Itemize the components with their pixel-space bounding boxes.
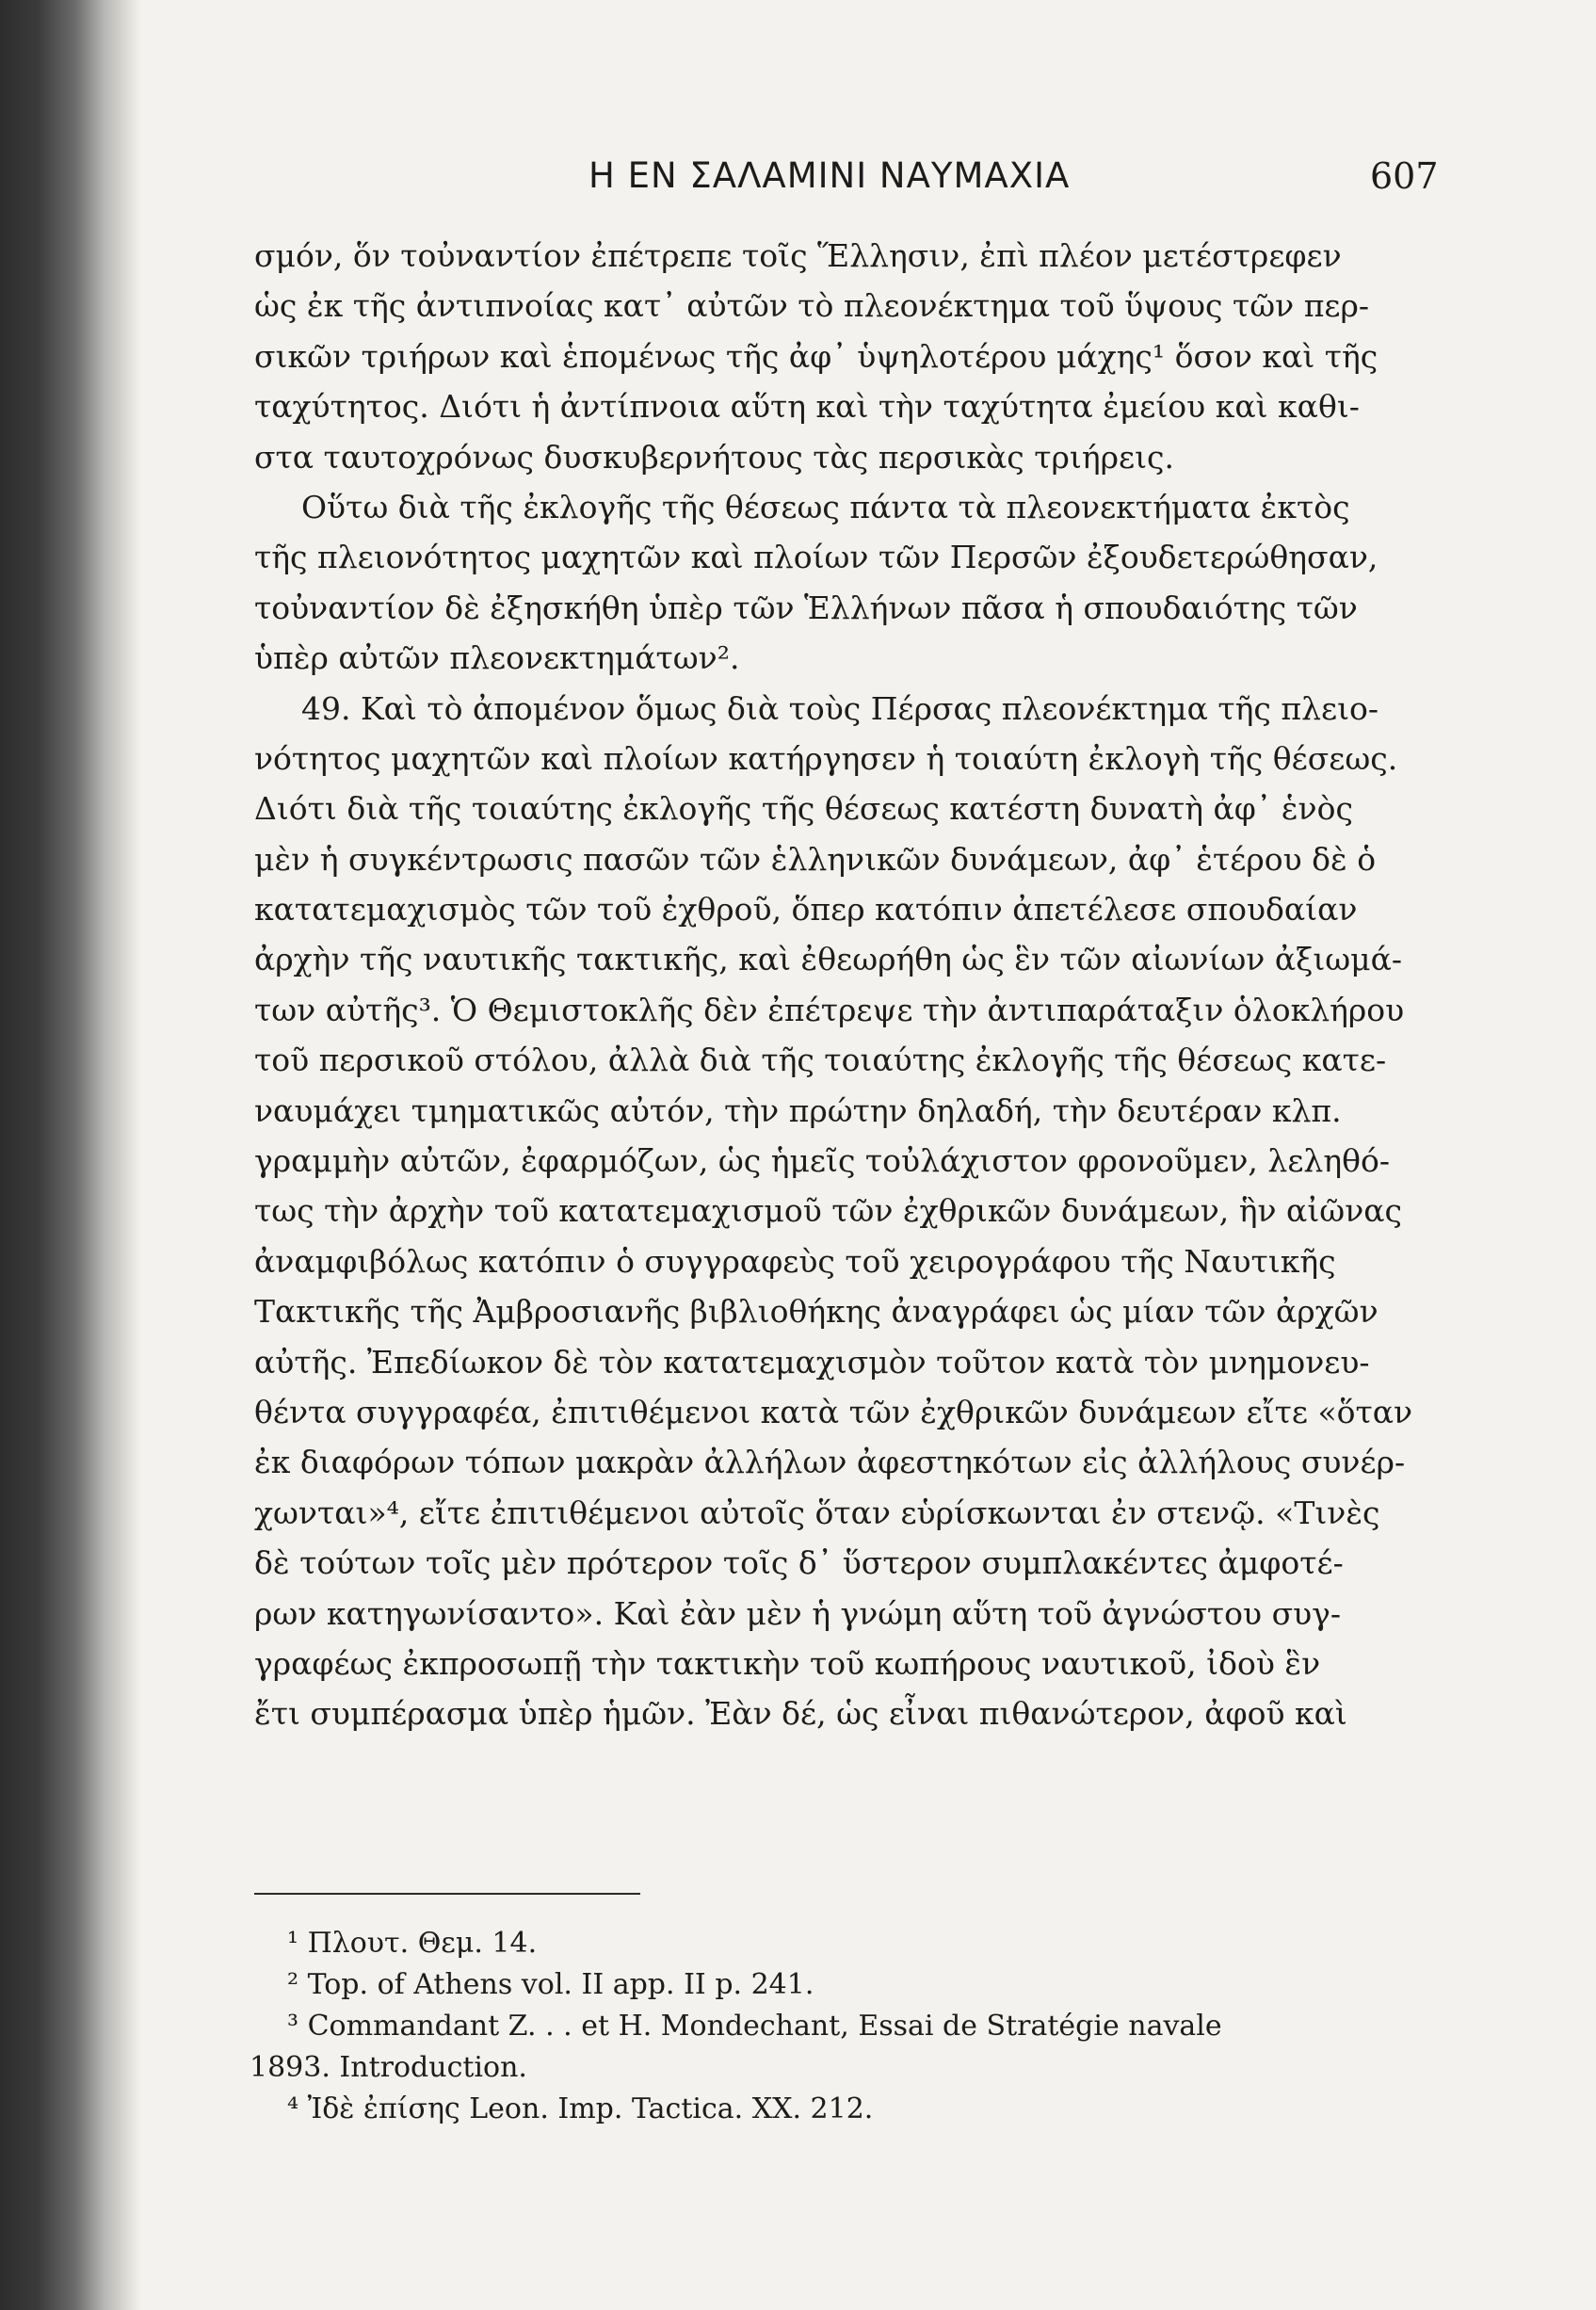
book-page (132, 0, 1596, 2310)
footnote: ⁴ Ἰδὲ ἐπίσης Leon. Imp. Tactica. XX. 212. (287, 2092, 874, 2125)
text-line: γραμμὴν αὐτῶν, ἐφαρμόζων, ὡς ἡμεῖς τοὐλάχιστον φρονοῦμεν, λεληθό- (254, 1142, 1390, 1180)
text-line: ταχύτητος. Διότι ἡ ἀντίπνοια αὕτη καὶ τὴν ταχύτητα ἐμείου καὶ καθι- (254, 388, 1360, 426)
text-line: 49. Καὶ τὸ ἀπομένον ὅμως διὰ τοὺς Πέρσας πλεονέκτημα τῆς πλειο- (301, 689, 1379, 727)
running-head (132, 155, 1450, 202)
text-line: σμόν, ὅν τοὐναντίον ἐπέτρεπε τοῖς Ἕλλησιν, ἐπὶ πλέον μετέστρεφεν (254, 237, 1342, 274)
text-line: ἐκ διαφόρων τόπων μακρὰν ἀλλήλων ἀφεστηκότων εἰς ἀλλήλους συνέρ- (254, 1444, 1406, 1481)
main-text (254, 231, 1572, 1739)
text-line: των αὐτῆς³. Ὁ Θεμιστοκλῆς δὲν ἐπέτρεψε τὴν ἀντιπαράταξιν ὁλοκλήρου (254, 991, 1405, 1028)
text-line: τῆς πλειονότητος μαχητῶν καὶ πλοίων τῶν Περσῶν ἐξουδετερώθησαν, (254, 539, 1378, 576)
text-line: χωνται»⁴, εἴτε ἐπιτιθέμενοι αὐτοῖς ὅταν εὑρίσκωνται ἐν στενῷ. «Τινὲς (254, 1494, 1380, 1531)
text-line: ὡς ἐκ τῆς ἀντιπνοίας κατ᾽ αὐτῶν τὸ πλεονέκτημα τοῦ ὕψους τῶν περ- (254, 287, 1370, 325)
text-line: νότητος μαχητῶν καὶ πλοίων κατήργησεν ἡ τοιαύτη ἐκλογὴ τῆς θέσεως. (254, 739, 1398, 777)
footnote: ² Top. of Athens vol. II app. II p. 241. (287, 1968, 814, 2001)
text-line: μὲν ἡ συγκέντρωσις πασῶν τῶν ἑλληνικῶν δυνάμεων, ἀφ᾽ ἑτέρου δὲ ὁ (254, 840, 1377, 878)
text-line: Οὕτω διὰ τῆς ἐκλογῆς τῆς θέσεως πάντα τὰ πλεονεκτήματα ἐκτὸς (301, 488, 1350, 525)
footnote-divider (254, 1893, 640, 1895)
text-line: Τακτικῆς τῆς Ἀμβροσιανῆς βιβλιοθήκης ἀναγράφει ὡς μίαν τῶν ἀρχῶν (254, 1293, 1378, 1331)
text-line: θέντα συγγραφέα, ἐπιτιθέμενοι κατὰ τῶν ἐχθρικῶν δυνάμεων εἴτε «ὅταν (254, 1393, 1413, 1430)
text-line: στα ταυτοχρόνως δυσκυβερνήτους τὰς περσικὰς τριήρεις. (254, 438, 1175, 476)
running-title: Η ΕΝ ΣΑΛΑΜΙΝΙ ΝΑΥΜΑΧΙΑ (588, 155, 1071, 196)
text-line: γραφέως ἐκπροσωπῇ τὴν τακτικὴν τοῦ κωπήρους ναυτικοῦ, ἰδοὺ ἓν (254, 1644, 1321, 1682)
text-line: Διότι διὰ τῆς τοιαύτης ἐκλογῆς τῆς θέσεως κατέστη δυνατὴ ἀφ᾽ ἑνὸς (254, 790, 1353, 828)
page-number: 607 (1370, 155, 1439, 197)
text-line: ὑπὲρ αὐτῶν πλεονεκτημάτων². (254, 639, 740, 677)
footnote: ¹ Πλουτ. Θεμ. 14. (287, 1927, 538, 1960)
text-line: ἀρχὴν τῆς ναυτικῆς τακτικῆς, καὶ ἐθεωρήθη ὡς ἓν τῶν αἰωνίων ἀξιωμά- (254, 941, 1403, 978)
text-line: ἔτι συμπέρασμα ὑπὲρ ἡμῶν. Ἐὰν δέ, ὡς εἶναι πιθανώτερον, ἀφοῦ καὶ (254, 1695, 1347, 1733)
text-line: τοῦ περσικοῦ στόλου, ἀλλὰ διὰ τῆς τοιαύτης ἐκλογῆς τῆς θέσεως κατε- (254, 1042, 1387, 1079)
book-binding-shadow (0, 0, 141, 2310)
text-line: ρων κατηγωνίσαντο». Καὶ ἐὰν μὲν ἡ γνώμη αὕτη τοῦ ἀγνώστου συγ- (254, 1594, 1342, 1632)
text-line: αὐτῆς. Ἐπεδίωκον δὲ τὸν κατατεμαχισμὸν τοῦτον κατὰ τὸν μνημονευ- (254, 1343, 1370, 1381)
text-line: δὲ τούτων τοῖς μὲν πρότερον τοῖς δ᾽ ὕστερον συμπλακέντες ἀμφοτέ- (254, 1544, 1344, 1582)
footnote: ³ Commandant Z. . . et H. Mondechant, Essai de Stratégie navale (287, 2010, 1222, 2043)
text-line: τως τὴν ἀρχὴν τοῦ κατατεμαχισμοῦ τῶν ἐχθρικῶν δυνάμεων, ἣν αἰῶνας (254, 1192, 1403, 1230)
footnotes (250, 1923, 1577, 2130)
footnote-continuation: 1893. Introduction. (250, 2051, 527, 2084)
text-line: κατατεμαχισμὸς τῶν τοῦ ἐχθροῦ, ὅπερ κατόπιν ἀπετέλεσε σπουδαίαν (254, 891, 1358, 929)
text-line: σικῶν τριήρων καὶ ἑπομένως τῆς ἀφ᾽ ὑψηλοτέρου μάχης¹ ὅσον καὶ τῆς (254, 337, 1378, 375)
text-line: ἀναμφιβόλως κατόπιν ὁ συγγραφεὺς τοῦ χειρογράφου τῆς Ναυτικῆς (254, 1242, 1336, 1280)
text-line: ναυμάχει τμηματικῶς αὐτόν, τὴν πρώτην δηλαδή, τὴν δευτέραν κλπ. (254, 1091, 1342, 1129)
text-line: τοὐναντίον δὲ ἐξησκήθη ὑπὲρ τῶν Ἑλλήνων πᾶσα ἡ σπουδαιότης τῶν (254, 589, 1358, 626)
